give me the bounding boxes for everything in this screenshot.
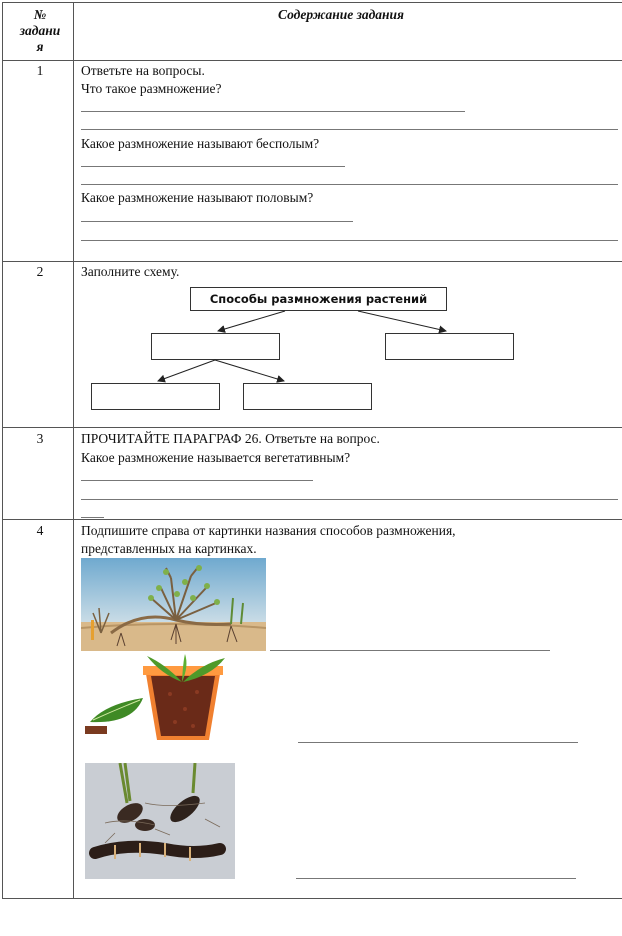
- question-text: Какое размножение называется вегетативным?: [81, 450, 351, 465]
- task-number: 3: [36, 431, 44, 446]
- layering-picture: [81, 558, 266, 651]
- answer-line[interactable]: [81, 480, 313, 481]
- arrow: [358, 311, 446, 331]
- answer-line[interactable]: [296, 878, 576, 879]
- answer-line[interactable]: [298, 742, 578, 743]
- scheme-root-box: Способы размножения растений: [190, 287, 447, 311]
- content-column-header: Содержание задания: [278, 7, 404, 22]
- question-text: Какое размножение называют половым?: [81, 190, 314, 205]
- arrow: [215, 360, 284, 381]
- task-number: 4: [36, 523, 44, 538]
- question-text: Что такое размножение?: [81, 81, 222, 96]
- arrow: [218, 311, 285, 331]
- answer-line[interactable]: [81, 499, 618, 500]
- task-number: 1: [36, 63, 44, 78]
- answer-line[interactable]: [81, 517, 104, 518]
- task-instruction: Заполните схему.: [81, 264, 180, 279]
- rhizome-picture: [85, 763, 235, 879]
- task-intro: Ответьте на вопросы.: [81, 63, 205, 78]
- leaf-cutting-picture: [85, 654, 230, 744]
- task-instruction: Подпишите справа от картинки названия способов размножения,: [81, 523, 456, 538]
- number-column-header: № задани я: [19, 7, 61, 54]
- arrow: [158, 360, 215, 381]
- answer-line[interactable]: [270, 650, 550, 651]
- task-instruction: ПРОЧИТАЙТЕ ПАРАГРАФ 26. Ответьте на вопрос.: [81, 431, 380, 446]
- task-instruction: представленных на картинках.: [81, 541, 257, 556]
- question-text: Какое размножение называют бесполым?: [81, 136, 320, 151]
- task-number: 2: [36, 264, 44, 279]
